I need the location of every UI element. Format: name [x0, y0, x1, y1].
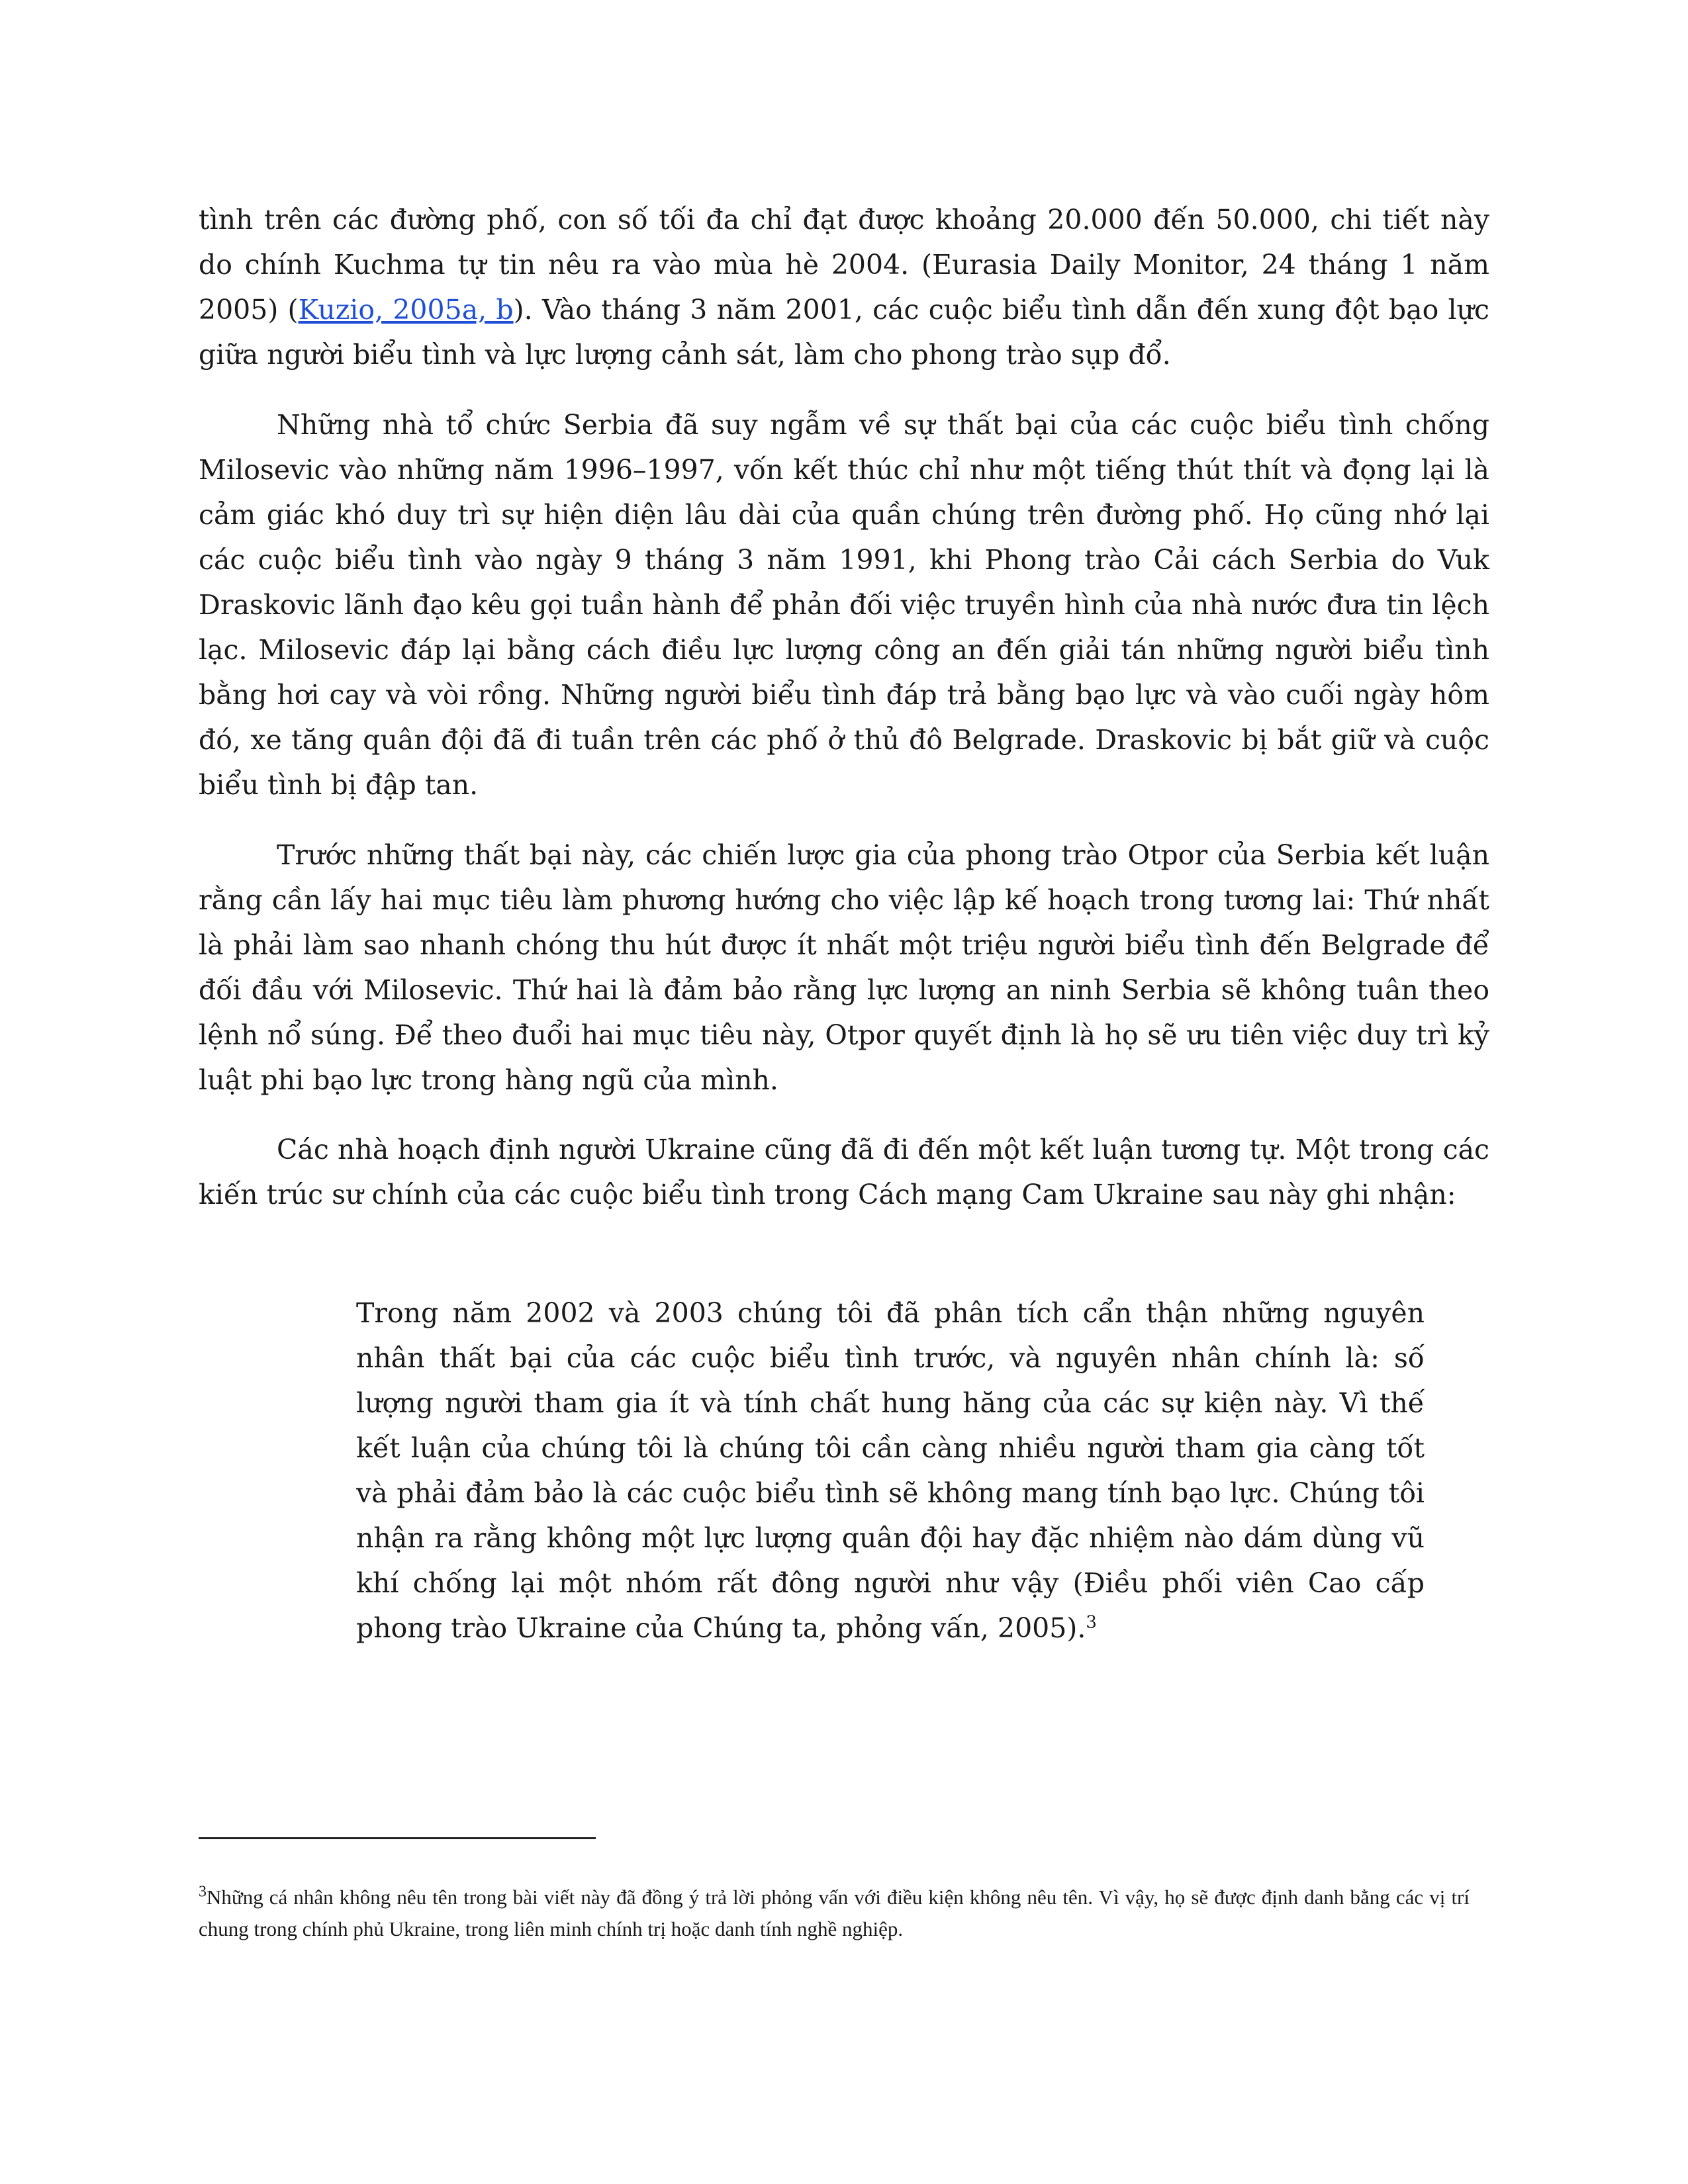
- block-quote: [356, 1291, 1425, 1651]
- citation-link-kuzio[interactable]: Kuzio, 2005a, b: [298, 294, 514, 326]
- paragraph-1: [199, 197, 1489, 377]
- footnote-text: Những cá nhân không nêu tên trong bài viết này đã đồng ý trả lời phỏng vấn với điều kiện không nêu tên. Vì vậy, họ sẽ được định danh bằng các vị trí chung trong chính phủ Ukraine, trong liên minh chính trị hoặc danh tính nghề nghiệp.: [199, 1886, 1470, 1940]
- block-quote-text: Trong năm 2002 và 2003 chúng tôi đã phân tích cẩn thận những nguyên nhân thất bại của các cuộc biểu tình trước, và nguyên nhân chính là: số lượng người tham gia ít và tính chất hung hăng của các sự kiện này. Vì thế kết luận của chúng tôi là chúng tôi cần càng nhiều người tham gia càng tốt và phải đảm bảo là các cuộc biểu tình sẽ không mang tính bạo lực. Chúng tôi nhận ra rằng không một lực lượng quân đội hay đặc nhiệm nào dám dùng vũ khí chống lại một nhóm rất đông người như vậy (Điều phối viên Cao cấp phong trào Ukraine của Chúng ta, phỏng vấn, 2005).: [356, 1297, 1425, 1644]
- footnote: [199, 1882, 1470, 1945]
- paragraph-2: Những nhà tổ chức Serbia đã suy ngẫm về sự thất bại của các cuộc biểu tình chống Milosevic vào những năm 1996–1997, vốn kết thúc chỉ như một tiếng thút thít và đọng lại là cảm giác khó duy trì sự hiện diện lâu dài của quần chúng trên đường phố. Họ cũng nhớ lại các cuộc biểu tình vào ngày 9 tháng 3 năm 1991, khi Phong trào Cải cách Serbia do Vuk Draskovic lãnh đạo kêu gọi tuần hành để phản đối việc truyền hình của nhà nước đưa tin lệch lạc. Milosevic đáp lại bằng cách điều lực lượng công an đến giải tán những người biểu tình bằng hơi cay và vòi rồng. Những người biểu tình đáp trả bằng bạo lực và vào cuối ngày hôm đó, xe tăng quân đội đã đi tuần trên các phố ở thủ đô Belgrade. Draskovic bị bắt giữ và cuộc biểu tình bị đập tan.: [199, 409, 1489, 801]
- paragraph-1-text-end: ). Vào tháng 3 năm 2001, các cuộc biểu tình dẫn đến xung đột bạo lực giữa người biểu tình và lực lượng cảnh sát, làm cho phong trào sụp đổ.: [199, 294, 1489, 371]
- footnote-reference[interactable]: 3: [1086, 1612, 1097, 1633]
- footnote-divider: [199, 1837, 596, 1839]
- footnote-marker: 3: [199, 1883, 207, 1901]
- paragraph-3: Trước những thất bại này, các chiến lược gia của phong trào Otpor của Serbia kết luận rằng cần lấy hai mục tiêu làm phương hướng cho việc lập kế hoạch trong tương lai: Thứ nhất là phải làm sao nhanh chóng thu hút được ít nhất một triệu người biểu tình đến Belgrade để đối đầu với Milosevic. Thứ hai là đảm bảo rằng lực lượng an ninh Serbia sẽ không tuân theo lệnh nổ súng. Để theo đuổi hai mục tiêu này, Otpor quyết định là họ sẽ ưu tiên việc duy trì kỷ luật phi bạo lực trong hàng ngũ của mình.: [199, 839, 1489, 1096]
- paragraph-1-text-start: tình trên các đường phố, con số tối đa chỉ đạt được khoảng 20.000 đến 50.000, chi tiết này do chính Kuchma tự tin nêu ra vào mùa hè 2004. (Eurasia Daily Monitor, 24 tháng 1 năm 2005) (: [199, 204, 1489, 326]
- paragraph-4: Các nhà hoạch định người Ukraine cũng đã đi đến một kết luận tương tự. Một trong các kiến trúc sư chính của các cuộc biểu tình trong Cách mạng Cam Ukraine sau này ghi nhận:: [199, 1134, 1489, 1210]
